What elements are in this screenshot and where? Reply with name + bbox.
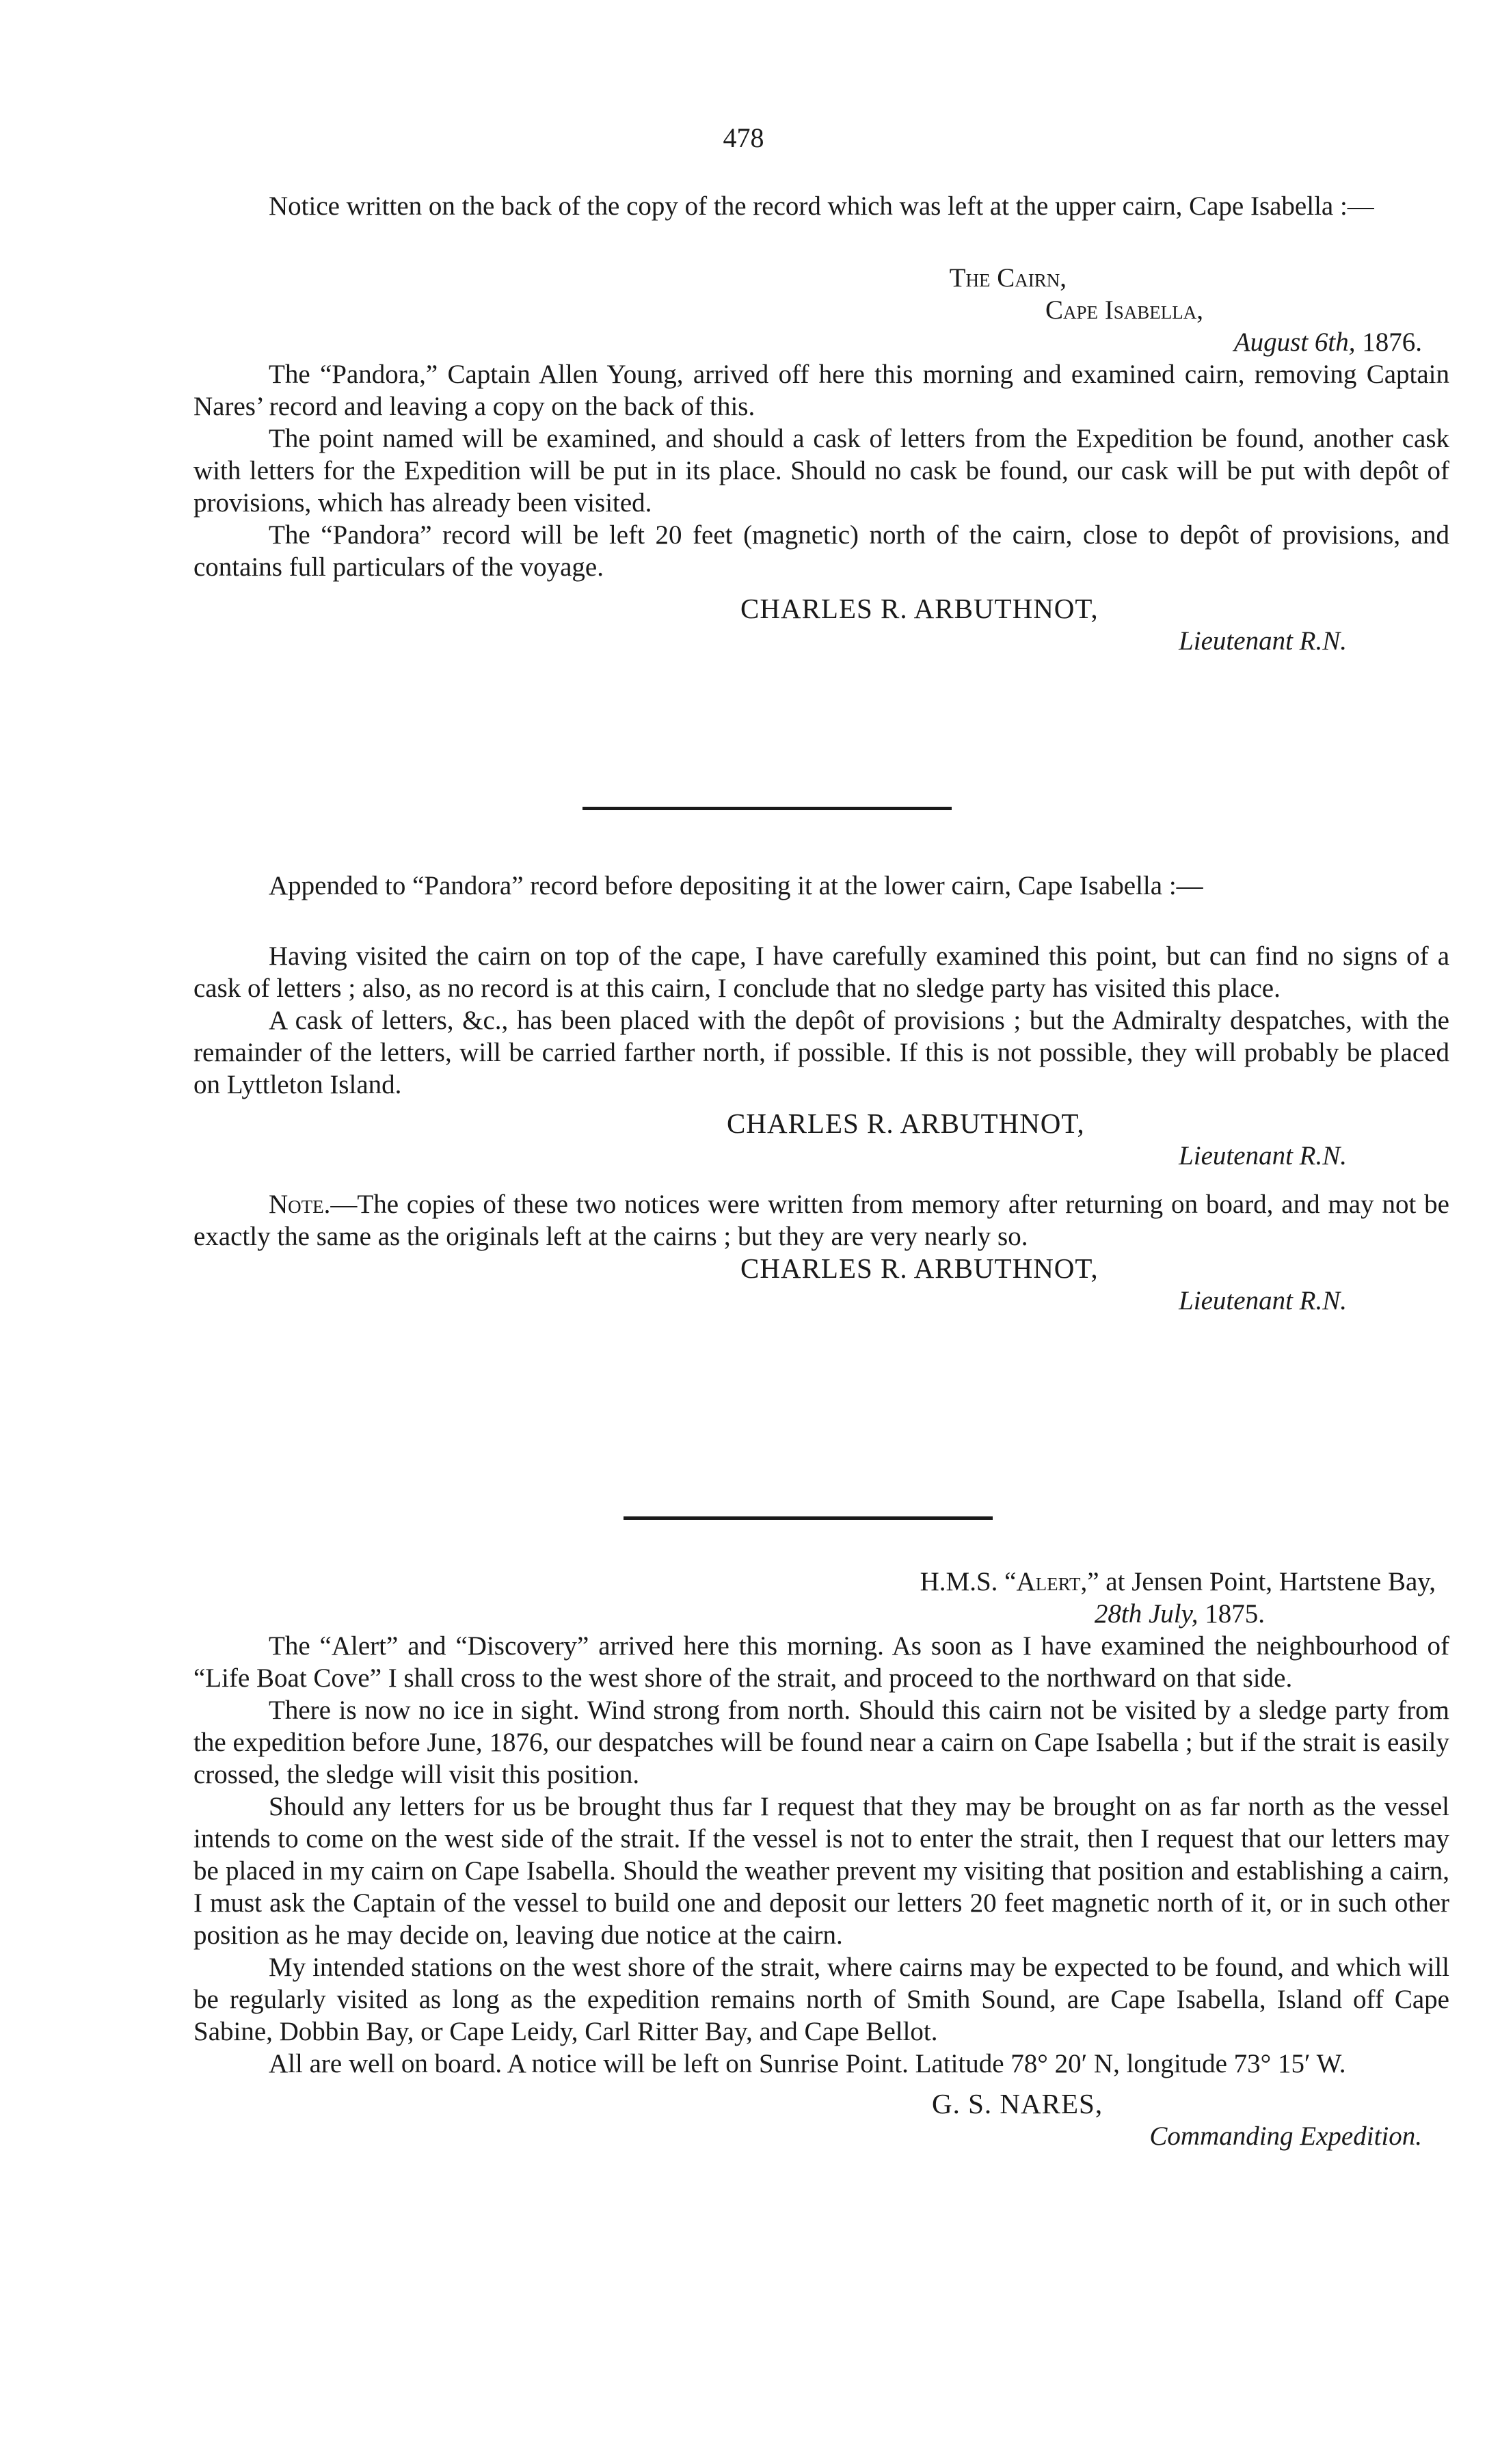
notice1-date: [193, 326, 1449, 358]
notice1-heading-line2: Cape Isabella,: [1045, 295, 1203, 325]
notice1-intro: Notice written on the back of the copy of the record which was left at the upper cairn, Cape Isabella :—: [269, 191, 1374, 221]
notice3-paragraph-5: All are well on board. A notice will be left on Sunrise Point. Latitude 78° 20′ N, longitude 73° 15′ W.: [269, 2049, 1346, 2078]
section-divider-2: [193, 1516, 1449, 1520]
notice3-heading-prefix: H.M.S. “: [920, 1567, 1017, 1596]
notice2-paragraph-2: A cask of letters, &c., has been placed with the depôt of provisions ; but the Admiralty despatches, with the remainder of the letters, will be carried farther north, if possible. If this is not possible, they will probably be placed on Lyttleton Island.: [193, 1006, 1449, 1099]
notice3-heading: [193, 1566, 1449, 1598]
notice1-signature-name: CHARLES R. ARBUTHNOT,: [740, 593, 1099, 624]
notice1-heading-line1: The Cairn,: [949, 263, 1067, 293]
notice1-date-day: August 6th,: [1233, 327, 1356, 357]
notice2-signature-title: Lieutenant R.N.: [1179, 1141, 1347, 1170]
note-label: Note.: [269, 1190, 331, 1219]
notice3-heading-ship: Alert: [1016, 1567, 1081, 1596]
notice-upper-cairn: [193, 190, 1449, 657]
notice1-paragraph-3: The “Pandora” record will be left 20 feet (magnetic) north of the cairn, close to depôt of provisions, and contains full particulars of the voyage.: [193, 520, 1449, 582]
notice1-paragraph-1: The “Pandora,” Captain Allen Young, arrived off here this morning and examined cairn, removing Captain Nares’ record and leaving a copy on the back of this.: [193, 360, 1449, 421]
notice-jensen-point: [193, 1566, 1449, 2152]
notice3-date-day: 28th July,: [1094, 1599, 1198, 1629]
note-signature-name: CHARLES R. ARBUTHNOT,: [740, 1253, 1099, 1284]
notice3-date: [193, 1598, 1449, 1630]
notice2-paragraph-1: Having visited the cairn on top of the cape, I have carefully examined this point, but can find no signs of a cask of letters ; also, as no record is at this cairn, I conclude that no sledge party has visited this place.: [193, 941, 1449, 1003]
note-text: —The copies of these two notices were written from memory after returning on board, and may not be exactly the same as the originals left at the cairns ; but they are very nearly so.: [193, 1190, 1449, 1251]
notice1-date-year: 1876.: [1362, 327, 1422, 357]
notice3-paragraph-3: Should any letters for us be brought thus far I request that they may be brought on as far north as the vessel intends to come on the west side of the strait. If the vessel is not to enter the strait, then I request that our letters may be placed in my cairn on Cape Isabella. Should the weather prevent my visiting that position and establishing a cairn, I must ask the Captain of the vessel to build one and deposit our letters 20 feet magnetic north of it, or in such other position as he may decide on, leaving due notice at the cairn.: [193, 1792, 1449, 1950]
notice2-intro: Appended to “Pandora” record before depositing it at the lower cairn, Cape Isabella :—: [269, 871, 1203, 900]
notice3-signature-name: G. S. NARES,: [932, 2088, 1103, 2119]
section-divider-1: [193, 807, 1449, 810]
notice2-signature-name: CHARLES R. ARBUTHNOT,: [727, 1108, 1085, 1139]
notice3-paragraph-2: There is now no ice in sight. Wind strong from north. Should this cairn not be visited by a sledge party from the expedition before June, 1876, our despatches will be found near a cairn on Cape Isabella ; but if the strait is easily crossed, the sledge will visit this position.: [193, 1696, 1449, 1789]
notice3-paragraph-1: The “Alert” and “Discovery” arrived here this morning. As soon as I have examined the neighbourhood of “Life Boat Cove” I shall cross to the west shore of the strait, and proceed to the northward on that side.: [193, 1631, 1449, 1693]
notice3-paragraph-4: My intended stations on the west shore of the strait, where cairns may be expected to be found, and which will be regularly visited as long as the expedition remains north of Smith Sound, are Cape Isabella, Island off Cape Sabine, Dobbin Bay, or Cape Leidy, Carl Ritter Bay, and Cape Bellot.: [193, 1953, 1449, 2046]
notice3-heading-suffix: ,” at Jensen Point, Hartstene Bay,: [1080, 1567, 1436, 1596]
notice1-signature-title: Lieutenant R.N.: [1179, 626, 1347, 656]
divider-rule: [624, 1516, 993, 1520]
note-signature-title: Lieutenant R.N.: [1179, 1286, 1347, 1315]
notice1-paragraph-2: The point named will be examined, and should a cask of letters from the Expedition be found, another cask with letters for the Expedition will be put in its place. Should no cask be found, our cask will be put with depôt of provisions, which has already been visited.: [193, 424, 1449, 518]
page-number: 478: [723, 122, 764, 153]
notice3-date-year: 1875.: [1205, 1599, 1265, 1629]
notice-lower-cairn: [193, 870, 1449, 1317]
notice3-signature-title: Commanding Expedition.: [1149, 2121, 1422, 2151]
divider-rule: [582, 807, 952, 810]
note-paragraph: [193, 1188, 1449, 1253]
